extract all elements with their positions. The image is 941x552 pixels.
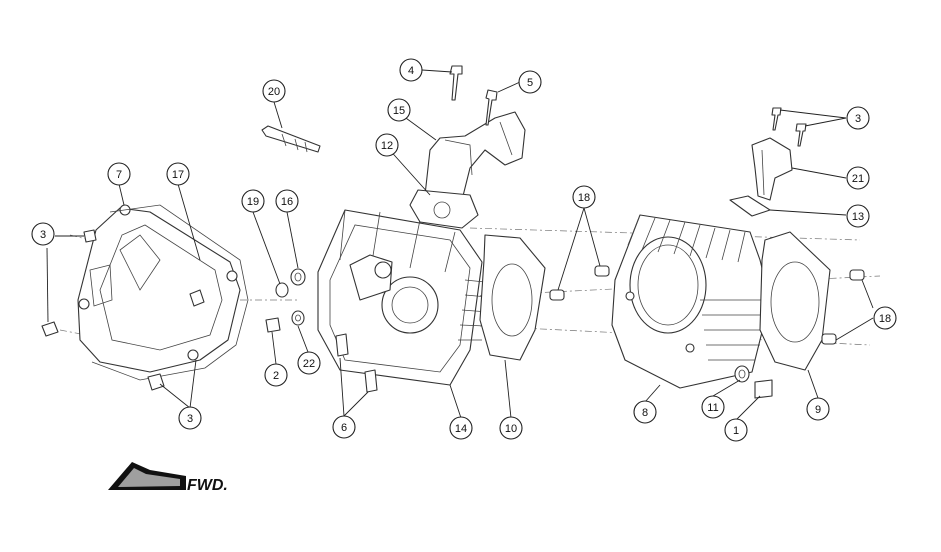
callout-10 [500, 417, 522, 439]
callout-14 [450, 417, 472, 439]
callout-7 [108, 163, 130, 185]
svg-text:7: 7 [115, 169, 123, 181]
head-gasket [480, 235, 545, 360]
manifold-gasket [410, 190, 478, 228]
callout-20 [263, 80, 285, 102]
callout-16 [276, 190, 298, 212]
callout-18a [573, 186, 595, 208]
svg-text:2: 2 [272, 370, 280, 382]
svg-text:10: 10 [504, 423, 518, 435]
intake-manifold [425, 112, 525, 205]
svg-text:22: 22 [302, 358, 316, 370]
svg-text:18: 18 [577, 192, 591, 204]
forward-arrow [108, 462, 228, 494]
callout-17 [167, 163, 189, 185]
svg-text:12: 12 [380, 140, 394, 152]
cylinder-block [612, 215, 770, 388]
svg-text:18: 18 [878, 313, 892, 325]
callout-15 [388, 99, 410, 121]
callout-13 [847, 205, 869, 227]
svg-text:16: 16 [280, 196, 294, 208]
cylinder-head [318, 210, 488, 385]
callout-3a [32, 223, 54, 245]
svg-text:3: 3 [854, 113, 862, 125]
callout-8 [634, 401, 656, 423]
callout-19 [242, 190, 264, 212]
chain-tensioner [752, 138, 792, 200]
svg-text:20: 20 [267, 86, 281, 98]
svg-text:13: 13 [851, 211, 865, 223]
svg-text:17: 17 [171, 169, 185, 181]
svg-text:21: 21 [851, 173, 865, 185]
callout-1 [725, 419, 747, 441]
callout-11 [702, 396, 724, 418]
cylinder-head-cover [78, 205, 240, 372]
callout-9 [807, 398, 829, 420]
callout-12 [376, 134, 398, 156]
spark-plug [262, 126, 320, 152]
svg-text:11: 11 [707, 402, 719, 414]
callout-21 [847, 167, 869, 189]
svg-text:9: 9 [814, 404, 822, 416]
callout-5 [519, 71, 541, 93]
callout-22 [298, 352, 320, 374]
svg-text:1: 1 [732, 425, 740, 437]
svg-text:19: 19 [246, 196, 260, 208]
svg-text:14: 14 [454, 423, 468, 435]
svg-text:3: 3 [39, 229, 47, 241]
callout-3c [847, 107, 869, 129]
callout-6 [333, 416, 355, 438]
svg-text:4: 4 [407, 65, 415, 77]
svg-text:15: 15 [392, 105, 406, 117]
svg-text:8: 8 [641, 407, 649, 419]
base-gasket [760, 232, 830, 370]
fwd-label: FWD. [187, 477, 228, 494]
svg-text:6: 6 [340, 422, 348, 434]
tensioner-gasket [730, 196, 770, 216]
svg-text:5: 5 [526, 77, 534, 89]
callout-2 [265, 364, 287, 386]
callout-3b [179, 407, 201, 429]
callout-18b [874, 307, 896, 329]
callout-4 [400, 59, 422, 81]
svg-text:3: 3 [186, 413, 194, 425]
